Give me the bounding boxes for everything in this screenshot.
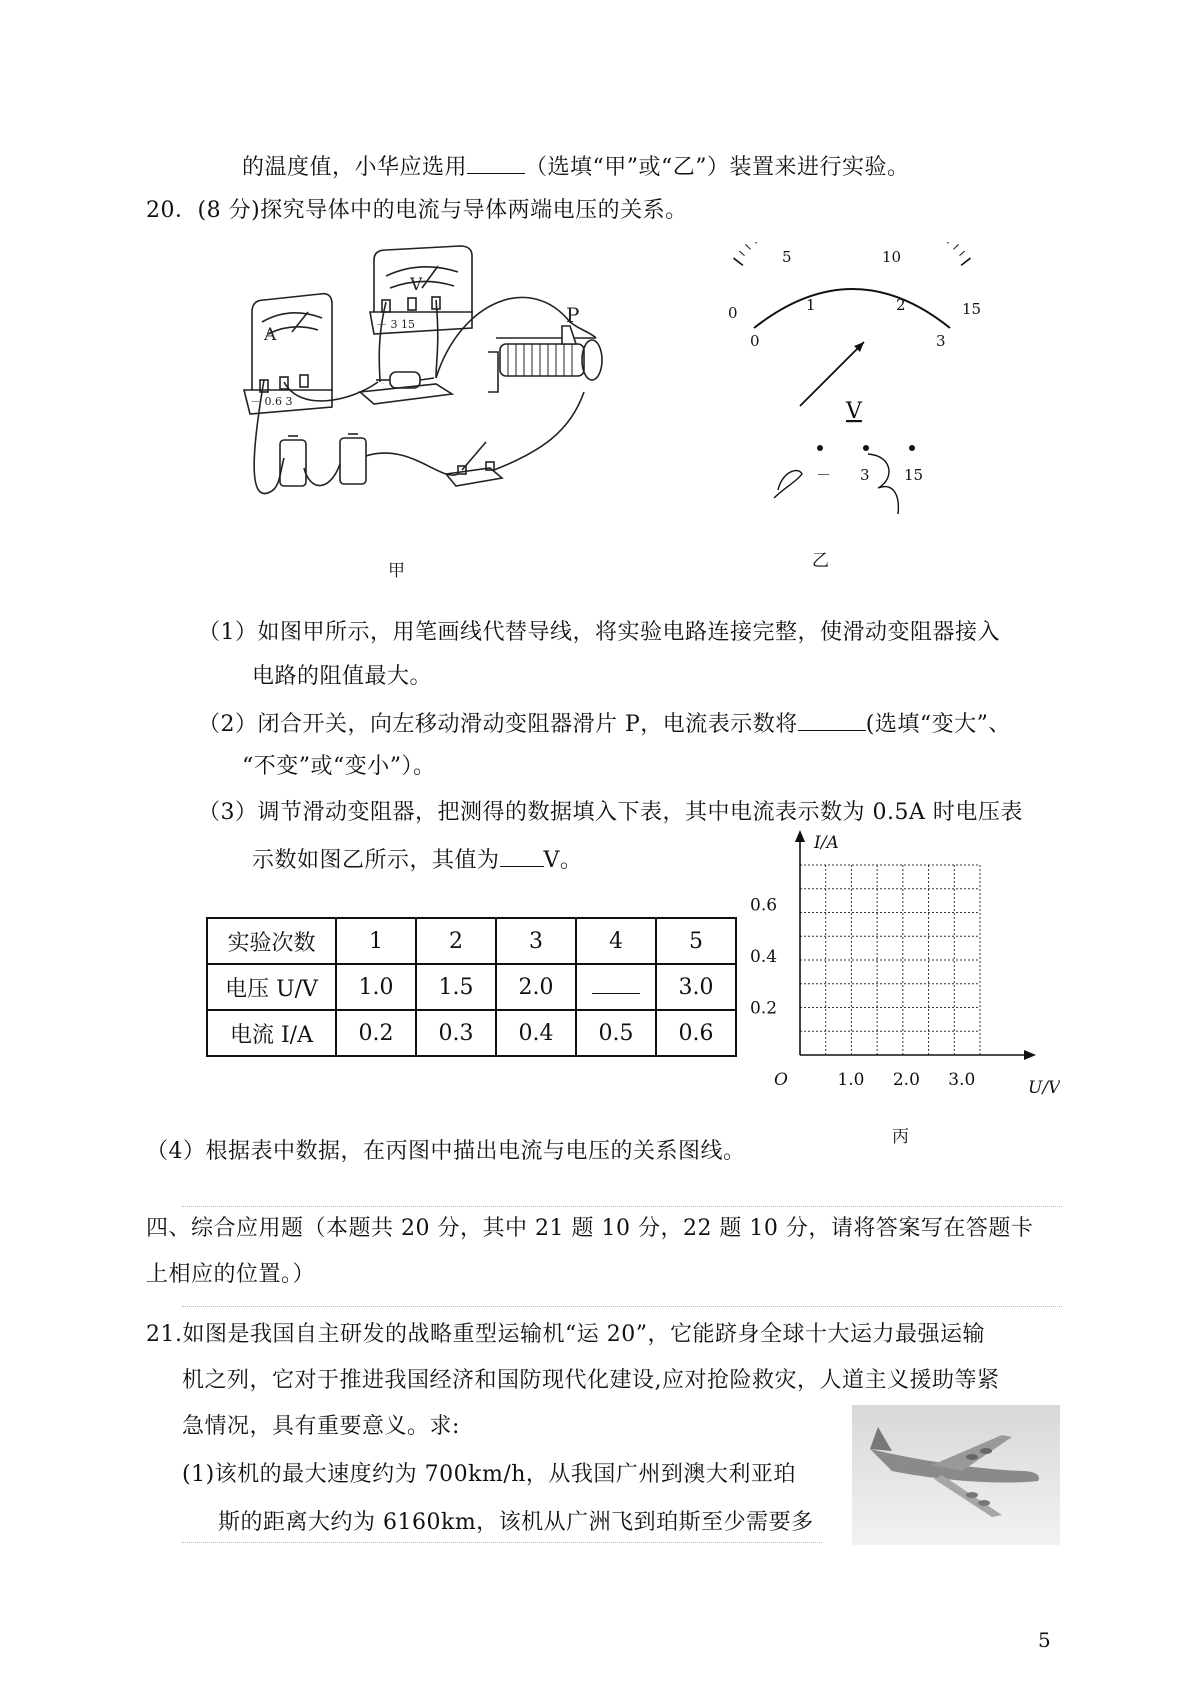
x-tick-label: 1.0 — [837, 1070, 865, 1090]
question-19-tail: 的温度值，小华应选用 （选填“甲”或“乙”）装置来进行实验。 — [242, 151, 910, 183]
page-number: 5 — [1038, 1628, 1051, 1652]
scale-tick — [752, 242, 757, 243]
figure-yi-voltmeter — [718, 242, 988, 522]
divider — [182, 1206, 1062, 1207]
voltmeter-terminals: － 3 15 — [376, 318, 415, 331]
scale-tick — [739, 251, 744, 256]
voltage-blank-cell[interactable] — [576, 964, 656, 1010]
voltmeter-needle — [800, 342, 864, 406]
part-1-line-a: （1）如图甲所示，用笔画线代替导线，将实验电路连接完整，使滑动变阻器接入 — [198, 620, 1000, 645]
figure-bing-grid — [740, 830, 1060, 1130]
scale-bottom-3: 3 — [936, 332, 946, 350]
x-axis-label: U/V — [1028, 1078, 1060, 1098]
terminal-15: 15 — [904, 466, 924, 484]
answer-blank[interactable] — [500, 844, 544, 867]
part-3-line-a: （3）调节滑动变阻器，把测得的数据填入下表，其中电流表示数为 0.5A 时电压表 — [198, 800, 1023, 825]
scale-tick — [947, 242, 952, 243]
question-21-line-a: 21.如图是我国自主研发的战略重型运输机“运 20”，它能跻身全球十大运力最强运输 — [146, 1322, 985, 1347]
question-21-part-1-a: (1)该机的最大速度约为 700km/h，从我国广州到澳大利亚珀 — [182, 1462, 796, 1487]
airplane-photo — [852, 1405, 1060, 1545]
y-tick-label: 0.2 — [750, 998, 778, 1019]
table-row: 电压 U/V 1.0 1.5 2.0 3.0 — [207, 964, 736, 1010]
scale-bottom-0: 0 — [750, 332, 760, 350]
x-tick-label: 2.0 — [892, 1070, 920, 1090]
slider-label: P — [566, 303, 580, 327]
table-row: 实验次数 1 2 3 4 5 — [207, 918, 736, 964]
y-axis-label: I/A — [814, 833, 839, 853]
answer-blank[interactable] — [467, 151, 525, 174]
part-3-line-b: 示数如图乙所示，其值为 V。 — [252, 844, 582, 876]
figure-jia-circuit — [240, 242, 650, 582]
divider — [182, 1542, 822, 1543]
ammeter-terminals: － 0.6 3 — [250, 395, 293, 408]
figure-bing-caption: 丙 — [892, 1127, 909, 1147]
scale-ticks — [733, 242, 970, 265]
terminal-minus: － — [816, 466, 832, 484]
part-2-line-b: “不变”或“变小”）。 — [242, 754, 436, 779]
scale-top-15: 15 — [962, 300, 982, 318]
voltmeter-letter: V — [410, 275, 423, 295]
table-row: 电流 I/A 0.2 0.3 0.4 0.5 0.6 — [207, 1010, 736, 1056]
answer-blank[interactable] — [798, 708, 866, 731]
scale-top-10: 10 — [882, 248, 902, 266]
question-21-line-b: 机之列，它对于推进我国经济和国防现代化建设,应对抢险救灾，人道主义援助等紧 — [182, 1368, 1000, 1393]
scale-bottom-1: 1 — [806, 296, 816, 314]
origin-label: O — [774, 1070, 788, 1090]
scale-tick — [954, 244, 959, 249]
x-axis-arrow — [1024, 1050, 1036, 1060]
scale-top-5: 5 — [782, 248, 792, 266]
question-21-part-1-b: 斯的距离大约为 6160km，该机从广洲飞到珀斯至少需要多 — [218, 1510, 814, 1535]
scale-tick — [745, 244, 750, 249]
scale-tick — [961, 258, 970, 265]
question-21-line-c: 急情况，具有重要意义。求: — [182, 1414, 460, 1439]
scale-tick — [959, 251, 964, 256]
data-table — [206, 917, 737, 1057]
y-tick-label: 0.6 — [750, 895, 778, 916]
y-axis-arrow — [795, 830, 805, 842]
scale-tick — [733, 258, 742, 265]
y-tick-label: 0.4 — [750, 947, 778, 967]
part-1-line-b: 电路的阻值最大。 — [252, 664, 433, 689]
scale-bottom-2: 2 — [896, 296, 906, 314]
part-4: （4）根据表中数据，在丙图中描出电流与电压的关系图线。 — [146, 1139, 746, 1164]
question-20-title: 20．(8 分)探究导体中的电流与导体两端电压的关系。 — [146, 198, 688, 223]
section-4-line-b: 上相应的位置。） — [146, 1262, 316, 1287]
figure-yi-caption: 乙 — [812, 551, 829, 571]
x-tick-label: 3.0 — [948, 1070, 976, 1090]
part-2-line-a: （2）闭合开关，向左移动滑动变阻器滑片 P，电流表示数将 (选填“变大”、 — [198, 708, 1011, 740]
section-4-line-a: 四、综合应用题（本题共 20 分，其中 21 题 10 分，22 题 10 分，请将答案写在答题卡 — [146, 1216, 1034, 1241]
yi-meter-letter: V — [846, 399, 862, 424]
divider — [182, 1306, 1062, 1307]
scale-top-0: 0 — [728, 304, 738, 322]
figure-jia-caption: 甲 — [388, 561, 405, 581]
terminal-3: 3 — [860, 466, 870, 484]
ammeter-letter: A — [264, 325, 277, 345]
